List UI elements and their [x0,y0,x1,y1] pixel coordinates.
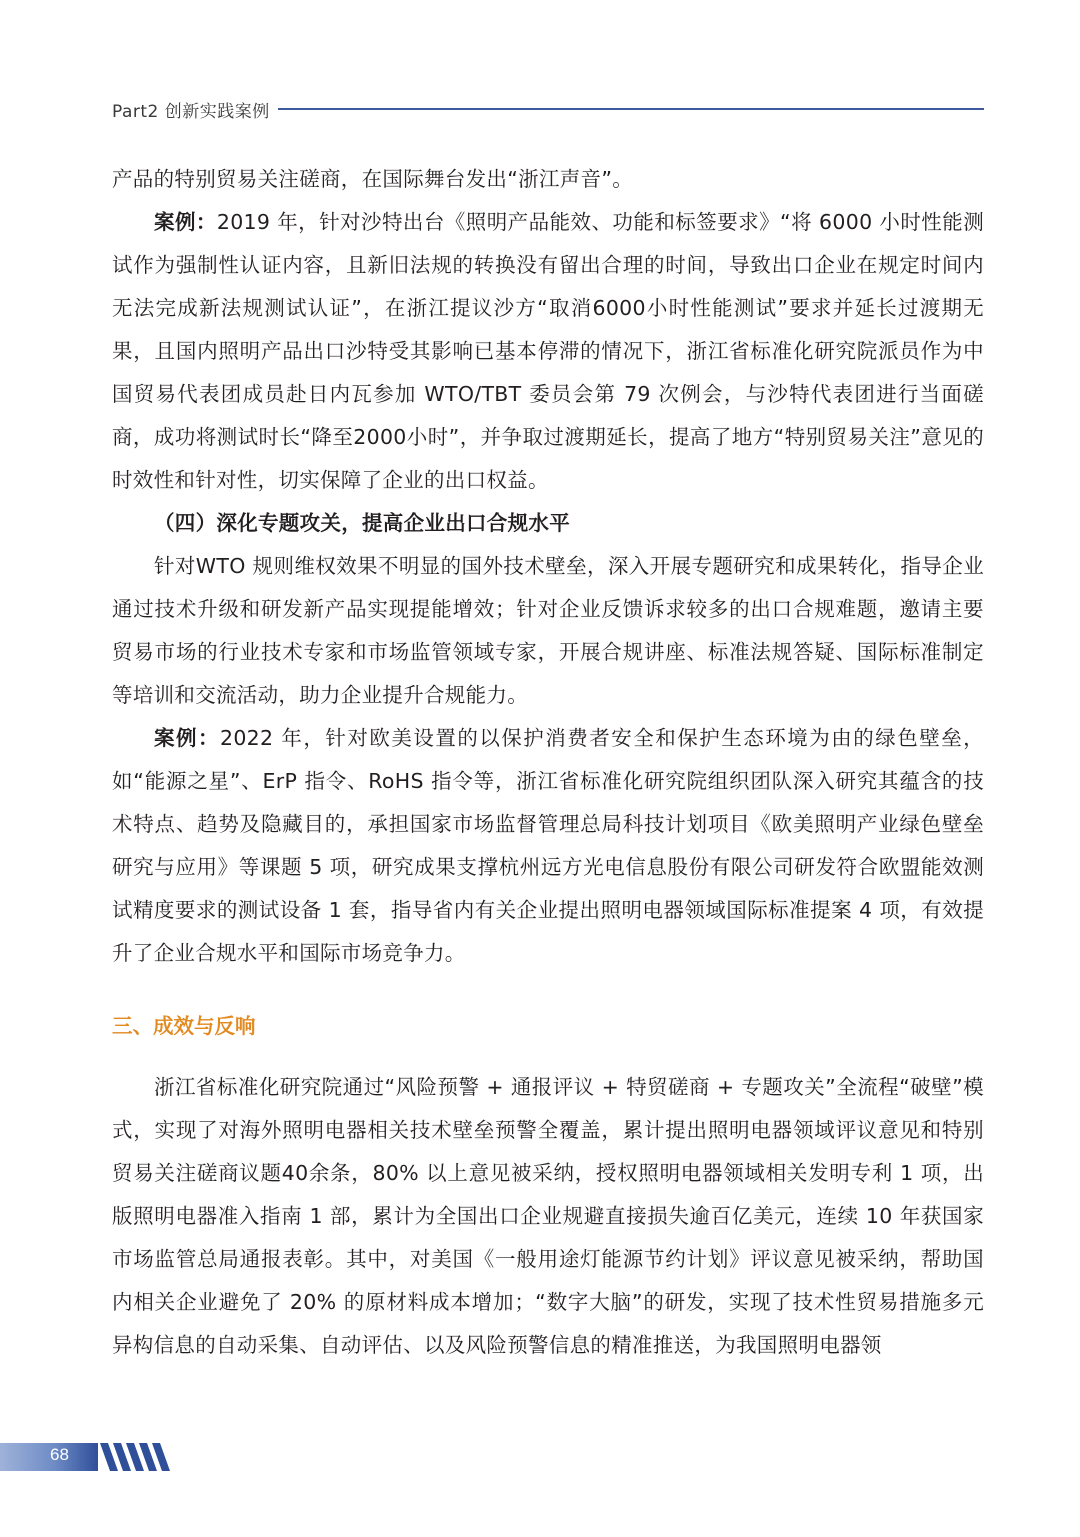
paragraph-text: 2019 年，针对沙特出台《照明产品能效、功能和标签要求》“将 6000 小时性能测试作为强制性认证内容，且新旧法规的转换没有留出合理的时间，导致出口企业在规定时间内无法完成新法规测试认证”，在浙江提议沙方“取消6000小时性能测试”要求并延长过渡期无果，且国内照明产品出口沙特受其影响已基本停滞的情况下，浙江省标准化研究院派员作为中国贸易代表团成员赴日内瓦参加 WTO/TBT 委员会第 79 次例会，与沙特代表团进行当面磋商，成功将测试时长“降至2000小时”，并争取过渡期延长，提高了地方“特别贸易关注”意见的时效性和针对性，切实保障了企业的出口权益。 [112,210,984,492]
paragraph-results [112,1066,984,1367]
header-title: Part2 创新实践案例 [112,101,270,122]
page-header [112,94,984,124]
paragraph-text: 产品的特别贸易关注磋商，在国际舞台发出“浙江声音”。 [112,167,634,191]
page-number-bar [0,1443,98,1471]
subheading: （四）深化专题攻关，提高企业出口合规水平 [154,511,570,535]
page-footer [0,1443,200,1471]
page-number: 68 [50,1445,69,1464]
paragraph-text: 浙江省标准化研究院通过“风险预警 + 通报评议 + 特贸磋商 + 专题攻关”全流程“破壁”模式，实现了对海外照明电器相关技术壁垒预警全覆盖，累计提出照明电器领域评议意见和特别贸易关注磋商议题40余条，80% 以上意见被采纳，授权照明电器领域相关发明专利 1 项，出版照明电器准入指南 1 部，累计为全国出口企业规避直接损失逾百亿美元，连续 10 年获国家市场监管总局通报表彰。其中，对美国《一般用途灯能源节约计划》评议意见被采纳，帮助国内相关企业避免了 20% 的原材料成本增加；“数字大脑”的研发，实现了技术性贸易措施多元异构信息的自动采集、自动评估、以及风险预警信息的精准推送，为我国照明电器领 [112,1075,984,1357]
paragraph-text: 2022 年，针对欧美设置的以保护消费者安全和保护生态环境为由的绿色壁垒，如“能源之星”、ErP 指令、RoHS 指令等，浙江省标准化研究院组织团队深入研究其蕴含的技术特点、趋势及隐藏目的，承担国家市场监督管理总局科技计划项目《欧美照明产业绿色壁垒研究与应用》等课题 5 项，研究成果支撑杭州远方光电信息股份有限公司研发符合欧盟能效测试精度要求的测试设备 1 套，指导省内有关企业提出照明电器领域国际标准提案 4 项，有效提升了企业合规水平和国际市场竞争力。 [112,726,984,965]
case-label: 案例： [154,726,220,750]
case-paragraph-green-barrier [112,717,984,975]
stripes-decoration-icon [100,1443,170,1471]
page-body [112,158,984,1367]
case-paragraph-saudi [112,201,984,502]
paragraph-text: 针对WTO 规则维权效果不明显的国外技术壁垒，深入开展专题研究和成果转化，指导企业通过技术升级和研发新产品实现提能增效；针对企业反馈诉求较多的出口合规难题，邀请主要贸易市场的行业技术专家和市场监管领域专家，开展合规讲座、标准法规答疑、国际标准制定等培训和交流活动，助力企业提升合规能力。 [112,554,984,707]
paragraph-continued [112,158,984,201]
paragraph-compliance [112,545,984,717]
section-heading: 三、成效与反响 [112,1014,256,1038]
header-rule [278,108,984,110]
case-label: 案例： [154,210,217,234]
